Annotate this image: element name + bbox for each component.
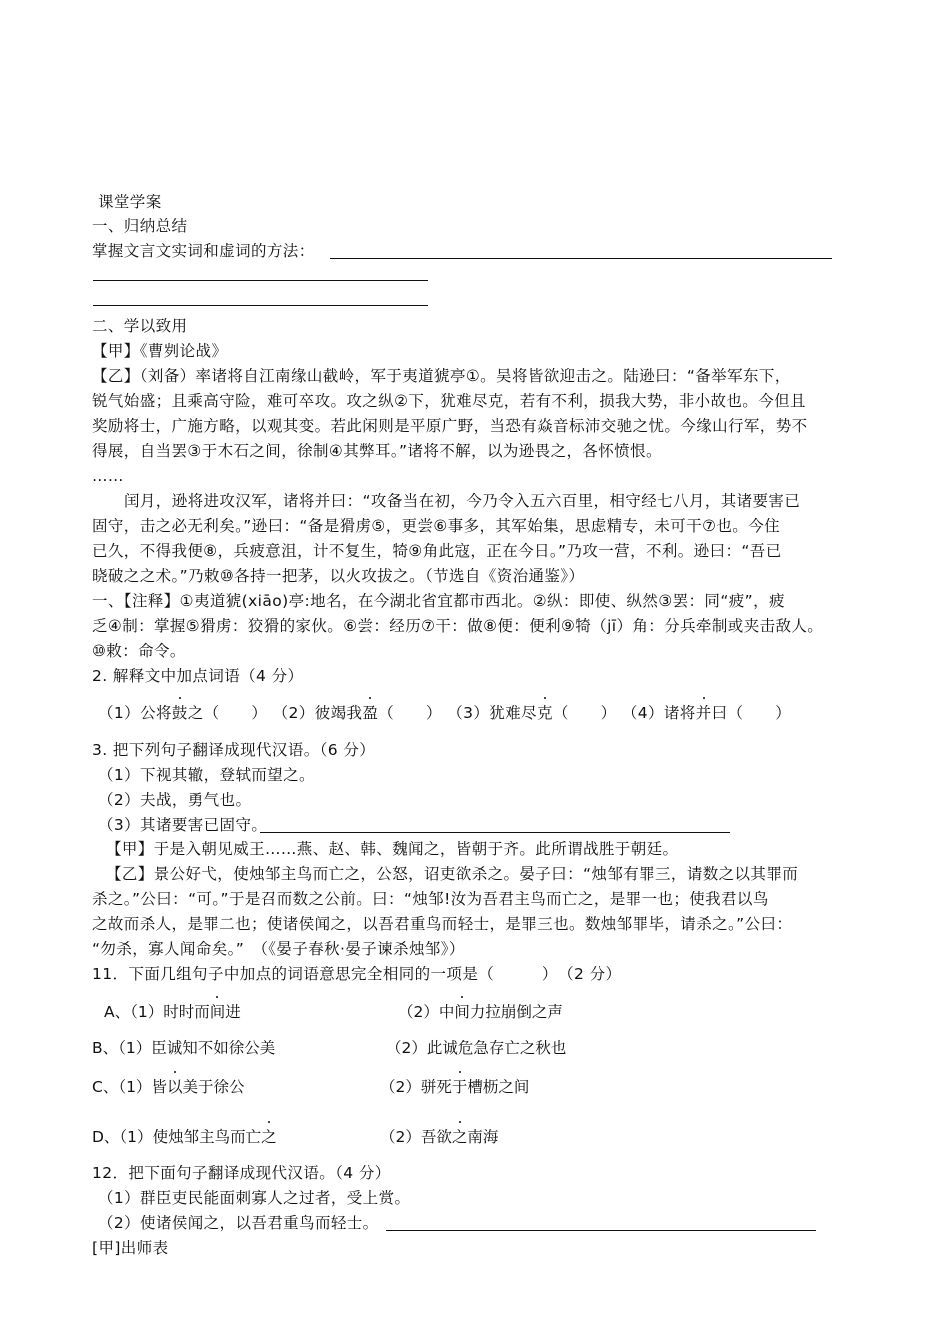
passage2-jia: 【甲】于是入朝见威王……燕、赵、韩、魏闻之，皆朝于齐。此所谓战胜于朝廷。 — [106, 840, 679, 858]
ellipsis: …… — [92, 467, 124, 485]
emphasis-dot-word: 克 — [537, 704, 553, 722]
question-3-sentence: （2）夫战，勇气也。 — [98, 791, 252, 809]
passage-yi-line: 得展，自当罢③于木石之间，徐制④其弊耳。”诸将不解，以为逊畏之，各怀愤恨。 — [92, 442, 662, 460]
answer-line[interactable] — [330, 258, 832, 259]
passage-yi-line: 固守，击之必无利矣。”逊曰：“备是猾虏⑤，更尝⑥事多，其军始集，思虑精专，未可干⑦也。今住 — [92, 517, 780, 535]
passage-yi-line: 锐气始盛；且乘高守险，难可卒攻。攻之纵②下，犹难尽克，若有不利，损我大势，非小故也。今但且 — [92, 392, 806, 410]
passage2-yi-line: 【乙】景公好弋，使烛邹主鸟而亡之，公怒，诏吏欲杀之。晏子曰：“烛邹有罪三，请数之以其罪而 — [106, 865, 799, 883]
emphasis-dot-word: 以 — [166, 1078, 183, 1096]
option-a[interactable]: A、（1）时时而间进 — [104, 1003, 241, 1021]
passage-yi-line: 奖励将士，广施方略，以观其变。若此闲则是平原广野，当恐有焱音标沛交驰之忧。今缘山行军，势不 — [92, 417, 808, 435]
notes-line: ⑩敕：命令。 — [92, 642, 186, 660]
passage-yi-line: 已久，不得我便⑧，兵疲意沮，计不复生，犄⑨角此寇，正在今日。”乃攻一营，不利。逊曰：“吾已 — [92, 542, 782, 560]
question-2-items — [98, 703, 791, 723]
answer-line[interactable] — [93, 305, 428, 306]
option-b-second: （2）此诚危急存亡之秋也 — [386, 1039, 567, 1057]
answer-line[interactable] — [260, 832, 730, 833]
emphasis-dot-word: 之 — [451, 1128, 468, 1146]
emphasis-dot-word: 鼓 — [171, 704, 188, 722]
question-12-sentence: （2）使诸侯闻之，以吾君重鸟而轻士。 — [98, 1214, 379, 1232]
passage2-yi-line: “勿杀，寡人闻命矣。” （《晏子春秋·晏子谏杀烛邹》） — [92, 940, 465, 958]
passage-jia-title: 【甲】《曹刿论战》 — [92, 342, 228, 360]
option-b[interactable]: B、（1）臣诚知不如徐公美 — [92, 1039, 276, 1057]
emphasis-dot-word: 并 — [695, 704, 712, 722]
question-12-title: 12．把下面句子翻译成现代汉语。（4 分） — [92, 1164, 391, 1182]
section-heading-1: 一、归纳总结 — [92, 217, 188, 235]
q2-item: （2）彼竭我盈（ ） — [272, 704, 442, 722]
emphasis-dot-word: 之 — [261, 1128, 277, 1146]
emphasis-dot-word: 间 — [454, 1003, 470, 1021]
method-label: 掌握文言文实词和虚词的方法： — [92, 242, 315, 260]
passage2-yi-line: 之故而杀人，是罪二也；使诸侯闻之，以吾君重鸟而轻士，是罪三也。数烛邹罪毕，请杀之。”公曰： — [92, 915, 793, 933]
question-3-sentence: （1）下视其辙，登轼而望之。 — [98, 766, 315, 784]
notes-line: 一、【注释】①夷道猇(xiāo)亭:地名，在今湖北省宜都市西北。②纵：即使、纵然③罢：同“疲”，疲 — [92, 592, 785, 610]
question-3-sentence: （3）其诸要害已固守。 — [98, 816, 268, 834]
option-a-second: （2）中间力拉崩倒之声 — [398, 1003, 563, 1021]
question-12-sentence: （1）群臣吏民能面刺寡人之过者，受上赏。 — [98, 1189, 411, 1207]
section-heading-2: 二、学以致用 — [92, 317, 188, 335]
option-d[interactable]: D、（1）使烛邹主鸟而亡之 — [92, 1128, 277, 1146]
question-3-title: 3. 把下列句子翻译成现代汉语。（6 分） — [92, 741, 376, 759]
option-c[interactable]: C、（1）皆以美于徐公 — [92, 1078, 245, 1096]
passage-yi-line: 晓破之之术。”乃敕⑩各持一把茅，以火攻拔之。（节选自《资治通鉴》） — [92, 567, 585, 585]
footer-heading: [甲]出师表 — [92, 1239, 169, 1257]
option-d-second: （2）吾欲之南海 — [380, 1128, 499, 1146]
answer-line[interactable] — [386, 1230, 816, 1231]
emphasis-dot-word: 盈 — [362, 704, 379, 722]
emphasis-dot-word: 于 — [451, 1078, 468, 1096]
emphasis-dot-word: 间 — [209, 1003, 226, 1021]
page-title: 课堂学案 — [98, 193, 162, 211]
question-2-title: 2. 解释文中加点词语（4 分） — [92, 667, 304, 685]
question-11-title: 11．下面几组句子中加点的词语意思完全相同的一项是（ ） （2 分） — [92, 965, 622, 983]
q2-item: （4）诸将并曰（ ） — [621, 704, 792, 722]
passage-yi-line: 【乙】（刘备）率诸将自江南缘山截岭，军于夷道猇亭①。吴将皆欲迎击之。陆逊曰：“备举军东下， — [92, 367, 791, 385]
q2-item: （3）犹难尽克（ ） — [447, 704, 617, 722]
passage2-yi-line: 杀之。”公曰：“可。”于是召而数之公前。曰：“烛邹!汝为吾君主鸟而亡之，是罪一也；使我君以鸟 — [92, 890, 769, 908]
notes-line: 乏④制：掌握⑤猾虏：狡猾的家伙。⑥尝：经历⑦干：做⑧便：便利⑨犄（jī）角：分兵牵制或夹击敌人。 — [92, 617, 824, 635]
option-c-second: （2）骈死于槽枥之间 — [380, 1078, 530, 1096]
passage-yi-line: 闰月，逊将进攻汉军，诸将并曰：“攻备当在初，今乃令入五六百里，相守经七八月，其诸要害已 — [124, 492, 801, 510]
answer-line[interactable] — [93, 280, 428, 281]
q2-item: （1）公将鼓之（ ） — [98, 704, 268, 722]
